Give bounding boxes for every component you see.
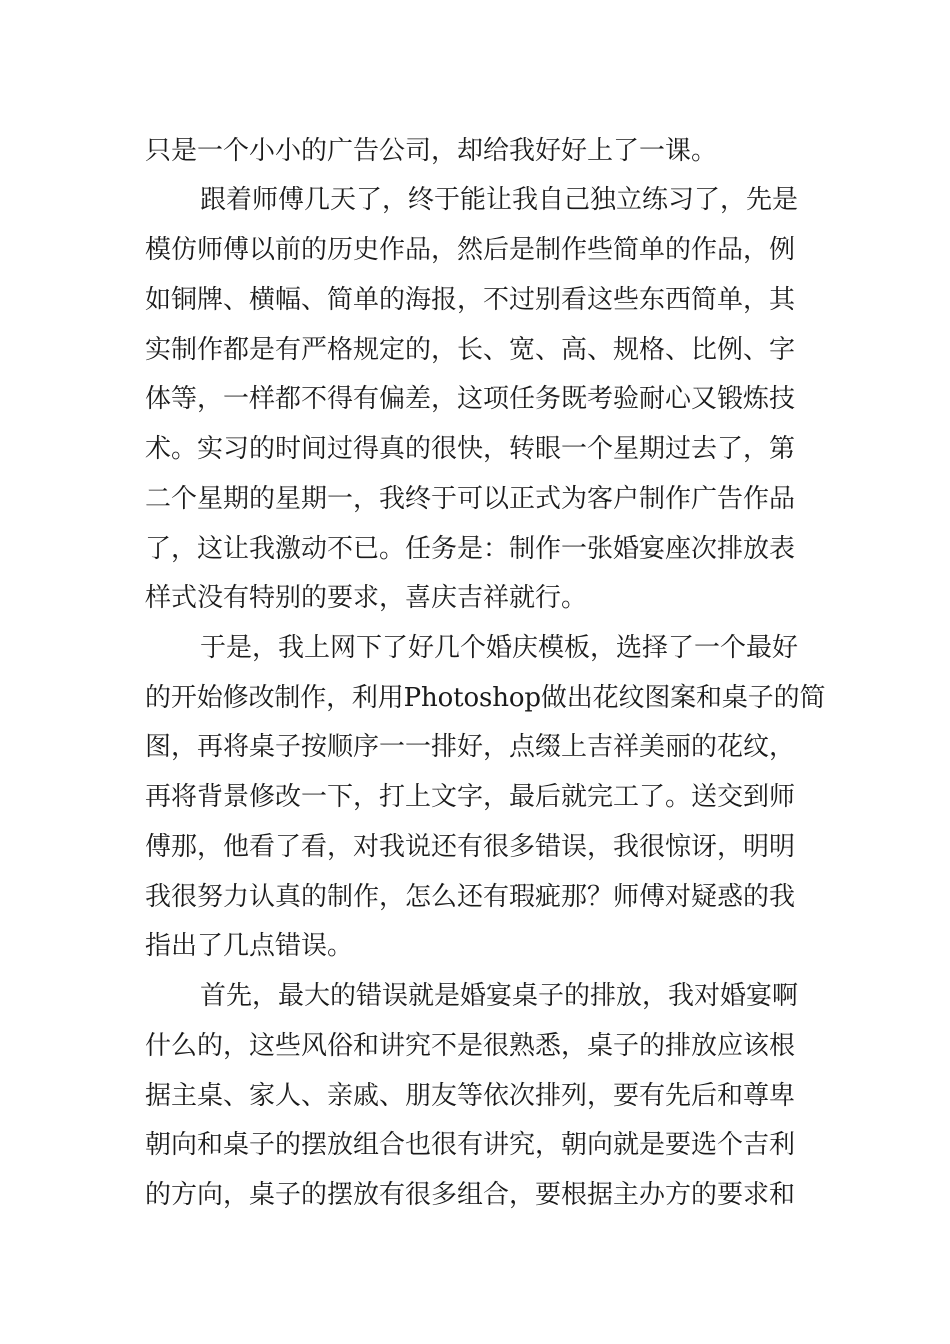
paragraph-start-line: 首先，最大的错误就是婚宴桌子的排放，我对婚宴啊 <box>200 981 799 1011</box>
text-line: 再将背景修改一下，打上文字，最后就完工了。送交到师 <box>145 782 796 812</box>
text-line: 朝向和桌子的摆放组合也很有讲究，朝向就是要选个吉利 <box>145 1130 796 1160</box>
text-line: 的开始修改制作，利用Photoshop做出花纹图案和桌子的简 <box>145 683 826 713</box>
text-line: 图，再将桌子按顺序一一排好，点缀上吉祥美丽的花纹， <box>145 732 796 762</box>
text-line: 指出了几点错误。 <box>145 931 354 961</box>
text-line: 二个星期的星期一，我终于可以正式为客户制作广告作品 <box>145 484 796 514</box>
paragraph-start-line: 跟着师傅几天了，终于能让我自己独立练习了，先是 <box>200 185 799 215</box>
text-line: 的方向，桌子的摆放有很多组合，要根据主办方的要求和 <box>145 1180 796 1210</box>
text-line: 只是一个小小的广告公司，却给我好好上了一课。 <box>145 136 718 166</box>
paragraph-start-line: 于是，我上网下了好几个婚庆模板，选择了一个最好 <box>200 633 799 663</box>
text-line: 如铜牌、横幅、简单的海报，不过别看这些东西简单，其 <box>145 285 796 315</box>
text-line: 术。实习的时间过得真的很快，转眼一个星期过去了，第 <box>145 434 796 464</box>
text-line: 据主桌、家人、亲戚、朋友等依次排列，要有先后和尊卑 <box>145 1081 796 1111</box>
text-line: 实制作都是有严格规定的，长、宽、高、规格、比例、字 <box>145 335 796 365</box>
text-line: 体等，一样都不得有偏差，这项任务既考验耐心又锻炼技 <box>145 384 796 414</box>
text-line: 什么的，这些风俗和讲究不是很熟悉，桌子的排放应该根 <box>145 1031 796 1061</box>
text-line: 我很努力认真的制作，怎么还有瑕疵那？师傅对疑惑的我 <box>145 882 796 912</box>
text-line: 模仿师傅以前的历史作品，然后是制作些简单的作品，例 <box>145 235 796 265</box>
text-line: 了，这让我激动不已。任务是：制作一张婚宴座次排放表 <box>145 534 796 564</box>
text-line: 傅那，他看了看，对我说还有很多错误，我很惊讶，明明 <box>145 832 796 862</box>
text-line: 样式没有特别的要求，喜庆吉祥就行。 <box>145 583 588 613</box>
